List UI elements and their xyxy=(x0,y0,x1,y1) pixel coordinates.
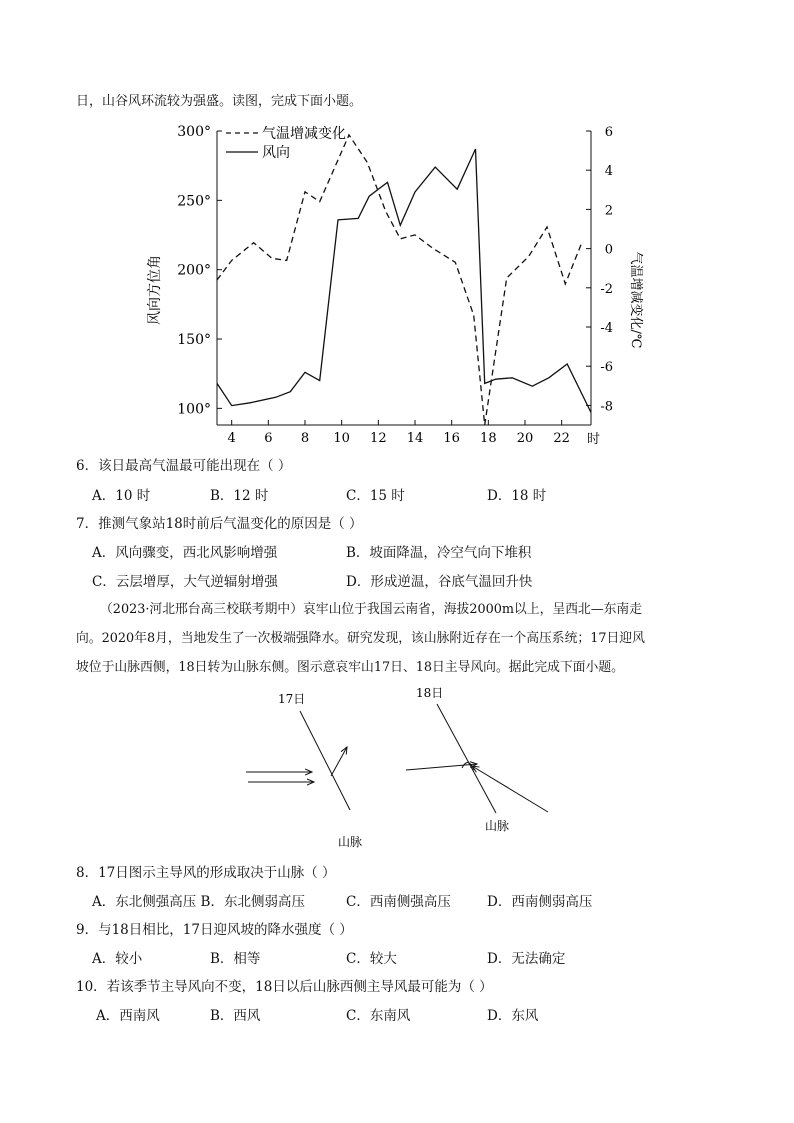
q6-option-d: D．18 时 xyxy=(487,488,547,504)
y-right-tick-label: -2 xyxy=(600,281,613,297)
x-tick-label: 6 xyxy=(264,431,273,446)
wind-arrow-17-up xyxy=(331,747,347,776)
y-left-tick-label: 250° xyxy=(177,193,211,210)
x-tick-label: 20 xyxy=(516,431,534,446)
q7-option-b: B．坡面降温，冷空气向下堆积 xyxy=(346,545,532,561)
q9-stem: 9．与18日相比，17日迎风坡的降水强度（ ） xyxy=(76,922,353,938)
y-right-tick-label: 4 xyxy=(604,164,613,180)
y-right-axis-label: 气温增减变化/℃ xyxy=(628,251,643,349)
passage-line-2: 向。2020年8月，当地发生了一次极端强降水。研究发现，该山脉附近存在一个高压系统；17日迎风 xyxy=(76,631,645,646)
q7-option-d: D．形成逆温，谷底气温回升快 xyxy=(346,574,533,590)
q10-option-d: D．东风 xyxy=(487,1008,539,1024)
q6-option-b: B．12 时 xyxy=(210,488,269,504)
y-right-tick-label: -6 xyxy=(600,360,613,376)
passage-line-3: 坡位于山脉西侧，18日转为山脉东侧。图示意哀牢山17日、18日主导风向。据此完成下面小题。 xyxy=(76,660,624,675)
q7-option-c: C．云层增厚，大气逆辐射增强 xyxy=(92,574,278,590)
q7-stem: 7．推测气象站18时前后气温变化的原因是（ ） xyxy=(76,516,363,532)
legend-wind-label: 风向 xyxy=(262,145,290,161)
x-tick-label: 10 xyxy=(333,431,350,446)
day17-label: 17日 xyxy=(278,692,306,706)
temperature-change-line xyxy=(217,135,582,425)
x-tick-label: 8 xyxy=(300,431,310,446)
intro-line: 日，山谷风环流较为强盛。读图，完成下面小题。 xyxy=(76,94,363,109)
q8-option-c: C．西南侧强高压 xyxy=(346,894,451,910)
y-right-tick-label: 6 xyxy=(604,125,613,140)
y-left-tick-label: 300° xyxy=(177,124,211,140)
temperature-wind-chart xyxy=(0,0,794,460)
x-tick-label: 12 xyxy=(370,431,387,446)
y-left-tick-label: 150° xyxy=(177,332,211,349)
q10-stem: 10．若该季节主导风向不变，18日以后山脉西侧主导风最可能为（ ） xyxy=(76,979,493,995)
mountain-label-17: 山脉 xyxy=(338,835,363,849)
q8-stem: 8．17日图示主导风的形成取决于山脉（ ） xyxy=(76,865,336,881)
y-right-tick-label: -8 xyxy=(600,399,613,415)
q9-option-c: C．较大 xyxy=(346,951,397,967)
q8-option-ab: A．东北侧强高压 B．东北侧弱高压 xyxy=(92,894,305,910)
y-right-tick-label: -4 xyxy=(600,321,613,336)
x-axis-unit-label: 时 xyxy=(587,432,601,447)
y-left-tick-label: 100° xyxy=(177,401,211,418)
q10-option-b: B．西风 xyxy=(210,1008,261,1024)
wind-direction-diagram xyxy=(0,680,794,850)
x-tick-label: 4 xyxy=(227,431,236,446)
q10-option-a: A．西南风 xyxy=(96,1008,160,1024)
q9-option-b: B．相等 xyxy=(210,951,261,967)
q8-option-d: D．西南侧弱高压 xyxy=(487,894,593,910)
wind-direction-line xyxy=(217,149,591,413)
y-right-tick-label: 0 xyxy=(604,242,613,258)
x-tick-label: 22 xyxy=(553,431,570,446)
q7-option-a: A．风向骤变，西北风影响增强 xyxy=(92,545,278,561)
x-tick-label: 14 xyxy=(406,431,424,446)
q6-stem: 6．该日最高气温最可能出现在（ ） xyxy=(76,458,292,474)
wind-arrow-18-west xyxy=(406,764,477,770)
mountain-label-18: 山脉 xyxy=(485,819,510,833)
legend-temperature-label: 气温增减变化 xyxy=(262,126,346,142)
q6-option-a: A．10 时 xyxy=(92,488,151,504)
q6-option-c: C．15 时 xyxy=(346,488,405,504)
mountain-ridge-18 xyxy=(437,704,496,813)
y-left-axis-label: 风向方位角 xyxy=(147,255,163,325)
mountain-ridge-17 xyxy=(300,711,350,810)
y-right-tick-label: 2 xyxy=(604,203,613,219)
q9-option-d: D．无法确定 xyxy=(487,951,566,967)
x-tick-label: 16 xyxy=(443,431,460,446)
x-tick-label: 18 xyxy=(480,431,497,446)
q9-option-a: A．较小 xyxy=(92,951,143,967)
q10-option-c: C．东南风 xyxy=(346,1008,411,1024)
passage-line-1: （2023·河北邢台高三校联考期中）哀牢山位于我国云南省，海拔2000m以上，呈西北—东南走 xyxy=(100,602,643,617)
day18-label: 18日 xyxy=(416,686,444,700)
y-left-tick-label: 200° xyxy=(177,262,211,279)
